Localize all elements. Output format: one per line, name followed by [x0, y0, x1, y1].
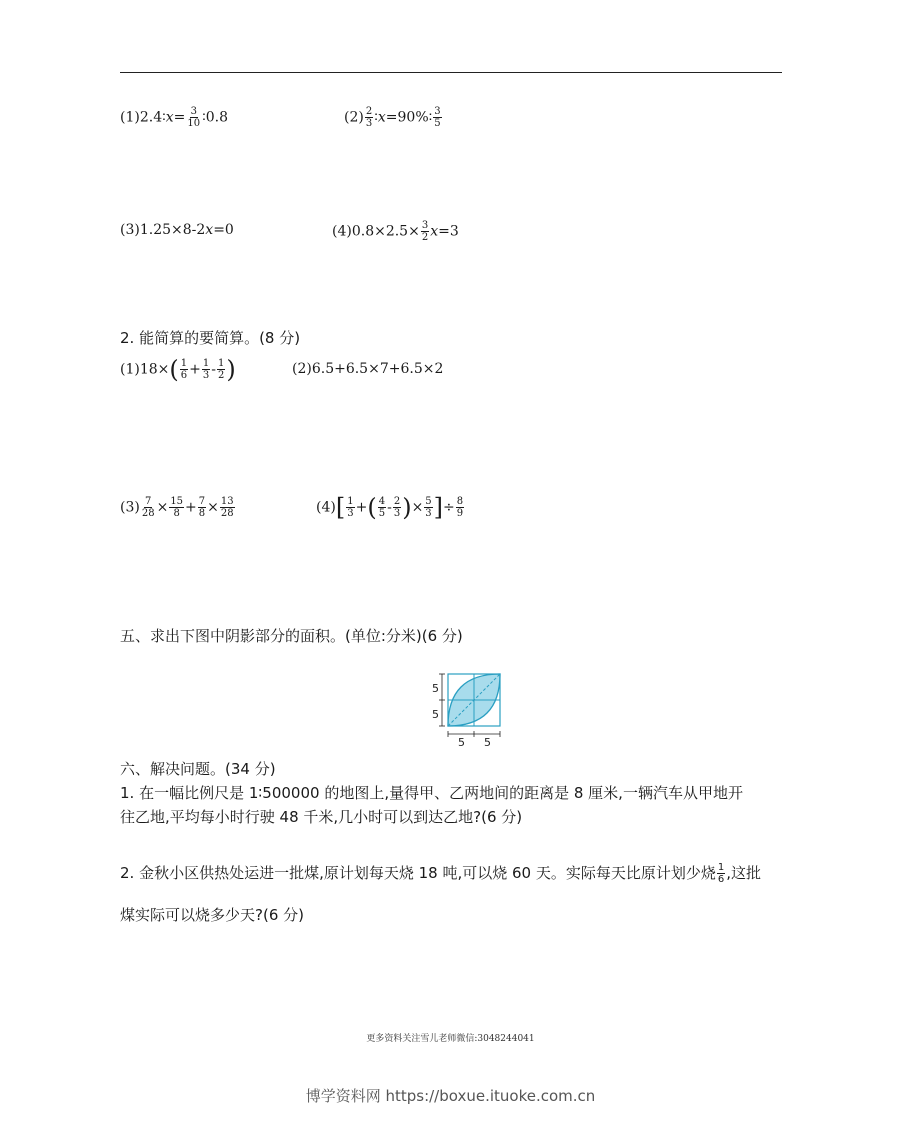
label-left-top: 5 — [432, 682, 439, 695]
equation-1 — [120, 106, 228, 129]
label-bottom-right: 5 — [484, 736, 491, 746]
eq1-text: (1)2.4∶ — [120, 109, 166, 126]
problem-2-line-1: 2. 金秋小区供热处运进一批煤,原计划每天烧 18 吨,可以烧 60 天。实际每天比原计划少烧 $\frac{1}{6}$ ,这批 — [120, 862, 762, 885]
variable-x: x — [430, 223, 439, 240]
label-bottom-left: 5 — [458, 736, 465, 746]
calc-2: (2)6.5+6.5×7+6.5×2 — [292, 361, 444, 377]
equation-2: (2) $\frac{2}{3}$ ∶x=90%∶ $\frac{3}{5}$ — [344, 106, 441, 129]
fraction: $\frac{1}{6}$ — [717, 862, 725, 885]
fraction: $\frac{3}{2}$ — [421, 220, 429, 243]
fraction: $\frac{3}{10}$ — [187, 106, 201, 129]
footer-note: 更多资料关注雪儿老师微信:3048244041 — [366, 1034, 535, 1044]
calc-1: (1)18×( $\frac{1}{6}$ + $\frac{1}{3}$ - $\frac{1}{2}$ ) — [120, 355, 236, 384]
eq1-equals: = — [173, 109, 186, 126]
equation-4: (4)0.8×2.5× $\frac{3}{2}$ x=3 — [332, 220, 459, 243]
variable-x: x — [205, 222, 214, 238]
variable-x: x — [165, 109, 174, 126]
problem-2-line-2: 煤实际可以烧多少天?(6 分) — [120, 906, 304, 924]
label-left-bottom: 5 — [432, 708, 439, 721]
section-6-title: 六、解决问题。(34 分) — [120, 760, 276, 778]
calc-4: (4)[ $\frac{1}{3}$ +( $\frac{4}{5}$ - $\frac{2}{3}$ )× $\frac{5}{3}$ ]÷ $\frac{8}{9}$ — [316, 493, 464, 522]
header-rule — [120, 72, 782, 73]
problem-1-line-1: 1. 在一幅比例尺是 1∶500000 的地图上,量得甲、乙两地间的距离是 8 厘米,一辆汽车从甲地开 — [120, 784, 743, 802]
calc-3: (3) $\frac{7}{28}$ × $\frac{15}{8}$ + $\frac{7}{8}$ × $\frac{13}{28}$ — [120, 496, 234, 519]
fraction: $\frac{3}{5}$ — [434, 106, 441, 129]
question-2-title: 2. 能简算的要简算。(8 分) — [120, 329, 301, 347]
footer-site-link[interactable]: 博学资料网 https://boxue.ituoke.com.cn — [305, 1087, 596, 1105]
eq1-tail: ∶0.8 — [202, 109, 229, 126]
problem-1-line-2: 往乙地,平均每小时行驶 48 千米,几小时可以到达乙地?(6 分) — [120, 808, 523, 826]
equation-3: (3)1.25×8-2x=0 — [120, 222, 234, 238]
shaded-area-figure — [424, 668, 508, 746]
section-5-title: 五、求出下图中阴影部分的面积。(单位:分米)(6 分) — [120, 627, 463, 645]
variable-x: x — [377, 109, 386, 126]
fraction: $\frac{2}{3}$ — [365, 106, 373, 129]
